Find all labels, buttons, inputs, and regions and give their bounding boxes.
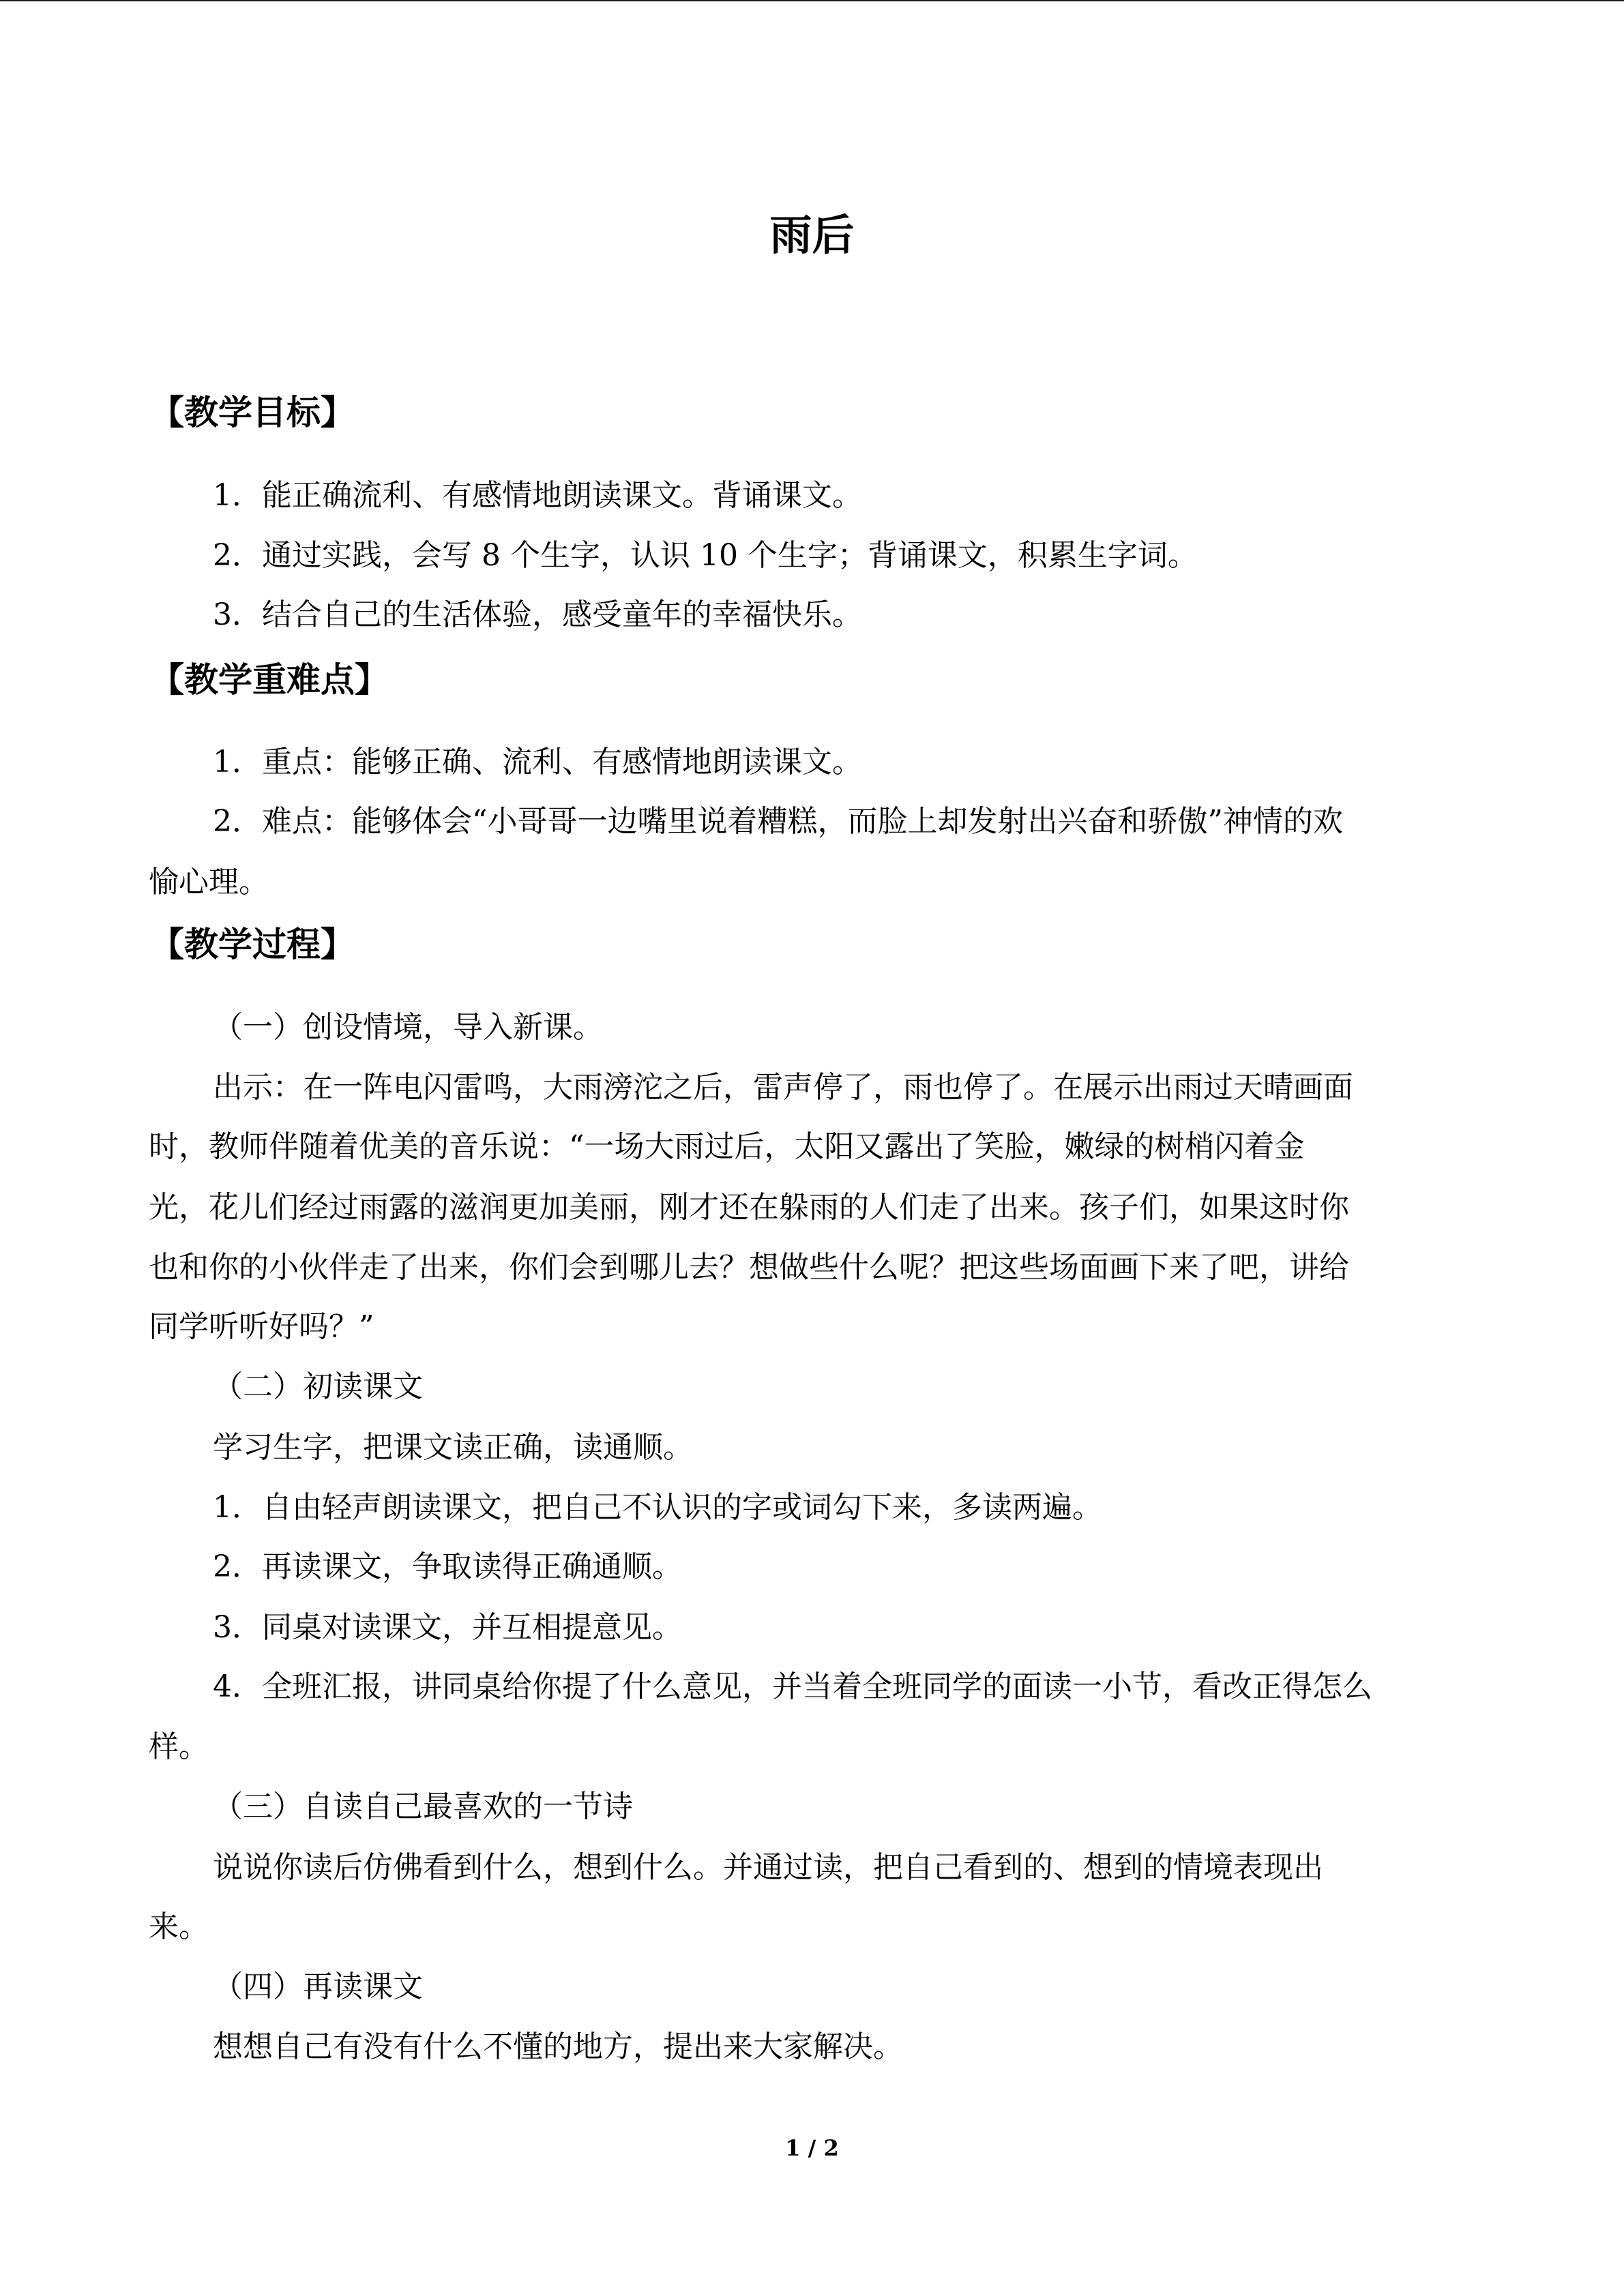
step-title: （三）自读自己最喜欢的一节诗: [213, 1789, 633, 1824]
objectives-heading: 【教学目标】: [150, 393, 355, 432]
step-title: （一）创设情境，导入新课。: [213, 1010, 603, 1045]
objective-item: 3．结合自己的生活体验，感受童年的幸福快乐。: [213, 597, 862, 632]
key-point-item-continuation: 愉心理。: [149, 865, 269, 899]
step-paragraph-line: 时，教师伴随着优美的音乐说：“一场大雨过后，太阳又露出了笑脸，嫩绿的树梢闪着金: [149, 1129, 1305, 1164]
step-title: （四）再读课文: [213, 1969, 423, 2004]
step-paragraph-line: 想想自己有没有什么不懂的地方，提出来大家解决。: [213, 2029, 903, 2064]
step-paragraph-line: 来。: [149, 1909, 209, 1944]
step-item: 1．自由轻声朗读课文，把自己不认识的字或词勾下来，多读两遍。: [213, 1490, 1102, 1525]
step-item-continuation: 样。: [149, 1729, 209, 1764]
step-paragraph-line: 光，花儿们经过雨露的滋润更加美丽，刚才还在躲雨的人们走了出来。孩子们，如果这时你: [149, 1190, 1349, 1225]
step-item: 3．同桌对读课文，并互相提意见。: [213, 1610, 682, 1645]
objective-item: 1．能正确流利、有感情地朗读课文。背诵课文。: [213, 478, 862, 513]
key-point-item: 2．难点：能够体会“小哥哥一边嘴里说着糟糕，而脸上却发射出兴奋和骄傲”神情的欢: [213, 804, 1343, 839]
step-item: 4．全班汇报，讲同桌给你提了什么意见，并当着全班同学的面读一小节，看改正得怎么: [213, 1669, 1372, 1704]
process-heading: 【教学过程】: [150, 925, 355, 964]
page-indicator: 1 / 2: [785, 2135, 839, 2161]
objective-item: 2．通过实践，会写 8 个生字，认识 10 个生字；背诵课文，积累生字词。: [213, 538, 1198, 573]
step-paragraph-line: 同学听听好吗？”: [149, 1309, 374, 1344]
step-paragraph-line: 也和你的小伙伴走了出来，你们会到哪儿去？想做些什么呢？把这些场面画下来了吧，讲给: [149, 1250, 1349, 1285]
step-item: 2．再读课文，争取读得正确通顺。: [213, 1549, 682, 1584]
key-points-heading: 【教学重难点】: [150, 660, 389, 700]
step-paragraph-line: 说说你读后仿佛看到什么，想到什么。并通过读，把自己看到的、想到的情境表现出: [213, 1850, 1323, 1885]
step-title: （二）初读课文: [213, 1369, 423, 1404]
step-paragraph-line: 出示：在一阵电闪雷鸣，大雨滂沱之后，雷声停了，雨也停了。在展示出雨过天晴画面: [213, 1070, 1353, 1105]
document-title: 雨后: [769, 210, 855, 260]
key-point-item: 1．重点：能够正确、流利、有感情地朗读课文。: [213, 745, 862, 779]
step-intro: 学习生字，把课文读正确，读通顺。: [213, 1430, 693, 1465]
page-top-border: [0, 0, 1624, 1]
